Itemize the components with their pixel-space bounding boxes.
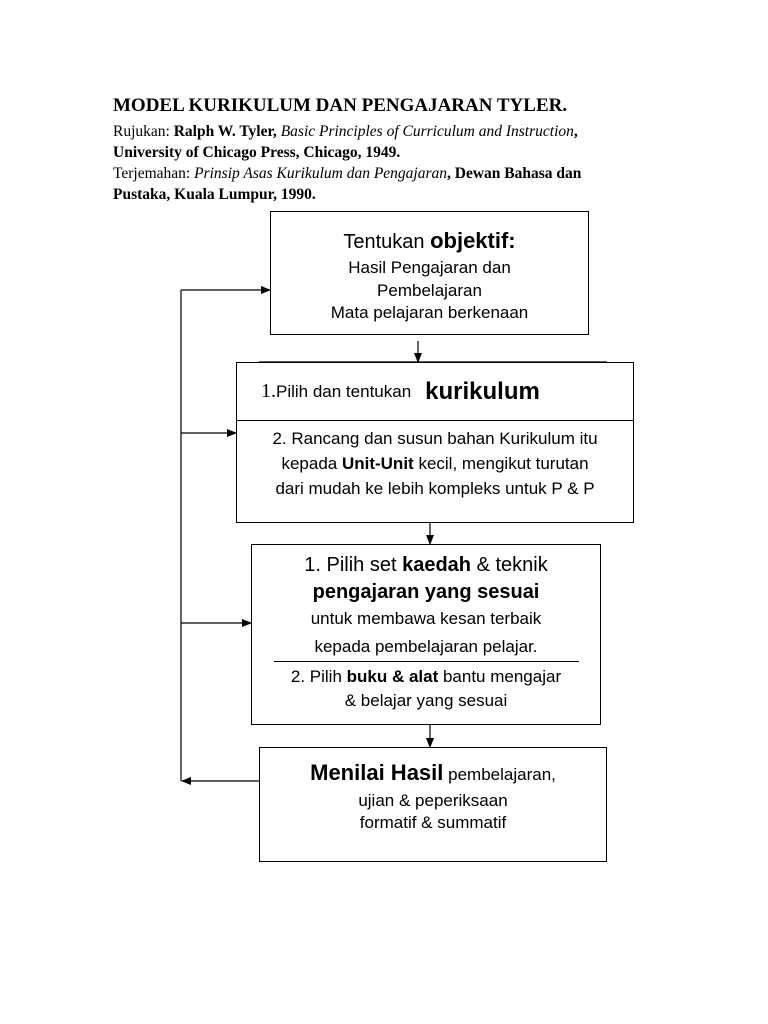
method-line-1-pre: 1. Pilih set — [304, 554, 403, 576]
curriculum-line-2-bold: Unit-Unit — [341, 454, 414, 473]
curriculum-line-1: 2. Rancang dan susun bahan Kurikulum itu — [272, 429, 598, 448]
document-title: MODEL KURIKULUM DAN PENGAJARAN TYLER. — [113, 95, 568, 116]
curriculum-step-number: 1. — [261, 380, 276, 402]
method-line-5-pre: 2. Pilih — [290, 667, 347, 687]
reference-author: Ralph W. Tyler, — [173, 123, 281, 140]
objective-line-3: Pembelajaran — [377, 280, 482, 300]
objective-line-2: Hasil Pengajaran dan — [348, 258, 511, 277]
method-line-1-bold: kaedah — [402, 554, 472, 576]
curriculum-line-3: dari mudah ke lebih kompleks untuk P & P — [275, 479, 595, 498]
evaluation-line-2: ujian & peperiksaan — [358, 791, 508, 810]
reference-label: Rujukan: — [113, 123, 174, 140]
method-line-5 — [252, 665, 600, 689]
curriculum-heading-pre: Pilih dan tentukan — [276, 381, 412, 401]
translation-publisher-b: Pustaka, Kuala Lumpur, 1990. — [113, 186, 316, 203]
method-divider — [274, 661, 579, 662]
translation-publisher-a: , Dewan Bahasa dan — [447, 165, 582, 182]
curriculum-line-2 — [237, 451, 633, 476]
objective-heading-bold: objektif: — [430, 228, 516, 253]
objective-line-4: Mata pelajaran berkenaan — [330, 303, 529, 322]
method-line-5-post: bantu mengajar — [438, 667, 562, 687]
curriculum-heading-row — [237, 363, 633, 421]
reference-publisher-b: University of Chicago Press, Chicago, 1949. — [113, 144, 401, 161]
evaluation-heading-post: pembelajaran, — [443, 765, 556, 784]
curriculum-line-2-pre: kepada — [281, 454, 342, 473]
method-line-4: kepada pembelajaran pelajar. — [314, 637, 538, 656]
evaluation-heading — [260, 758, 606, 790]
method-line-1-post: & teknik — [471, 554, 548, 576]
evaluation-heading-bold: Menilai Hasil — [310, 760, 444, 785]
curriculum-line-2-post: kecil, mengikut turutan — [413, 454, 589, 473]
evaluation-box — [259, 747, 607, 862]
curriculum-heading-bold: kurikulum — [425, 377, 540, 405]
objective-heading-pre: Tentukan — [343, 231, 431, 253]
evaluation-line-3: formatif & summatif — [359, 813, 507, 832]
method-line-6: & belajar yang sesuai — [344, 691, 508, 711]
method-line-3: untuk membawa kesan terbaik — [310, 609, 542, 628]
objective-box — [270, 211, 589, 335]
translation-label: Terjemahan: — [113, 165, 195, 182]
curriculum-body — [237, 421, 633, 501]
reference-work: Basic Principles of Curriculum and Instruction — [280, 123, 574, 140]
method-line-5-bold: buku & alat — [346, 667, 439, 687]
method-line-1 — [252, 552, 600, 578]
objective-heading — [271, 226, 588, 257]
reference-publisher-a: , — [573, 123, 578, 140]
translation-work: Prinsip Asas Kurikulum dan Pengajaran — [194, 165, 448, 182]
method-line-2: pengajaran yang sesuai — [312, 581, 540, 603]
curriculum-box — [236, 362, 634, 523]
method-box — [251, 544, 601, 725]
